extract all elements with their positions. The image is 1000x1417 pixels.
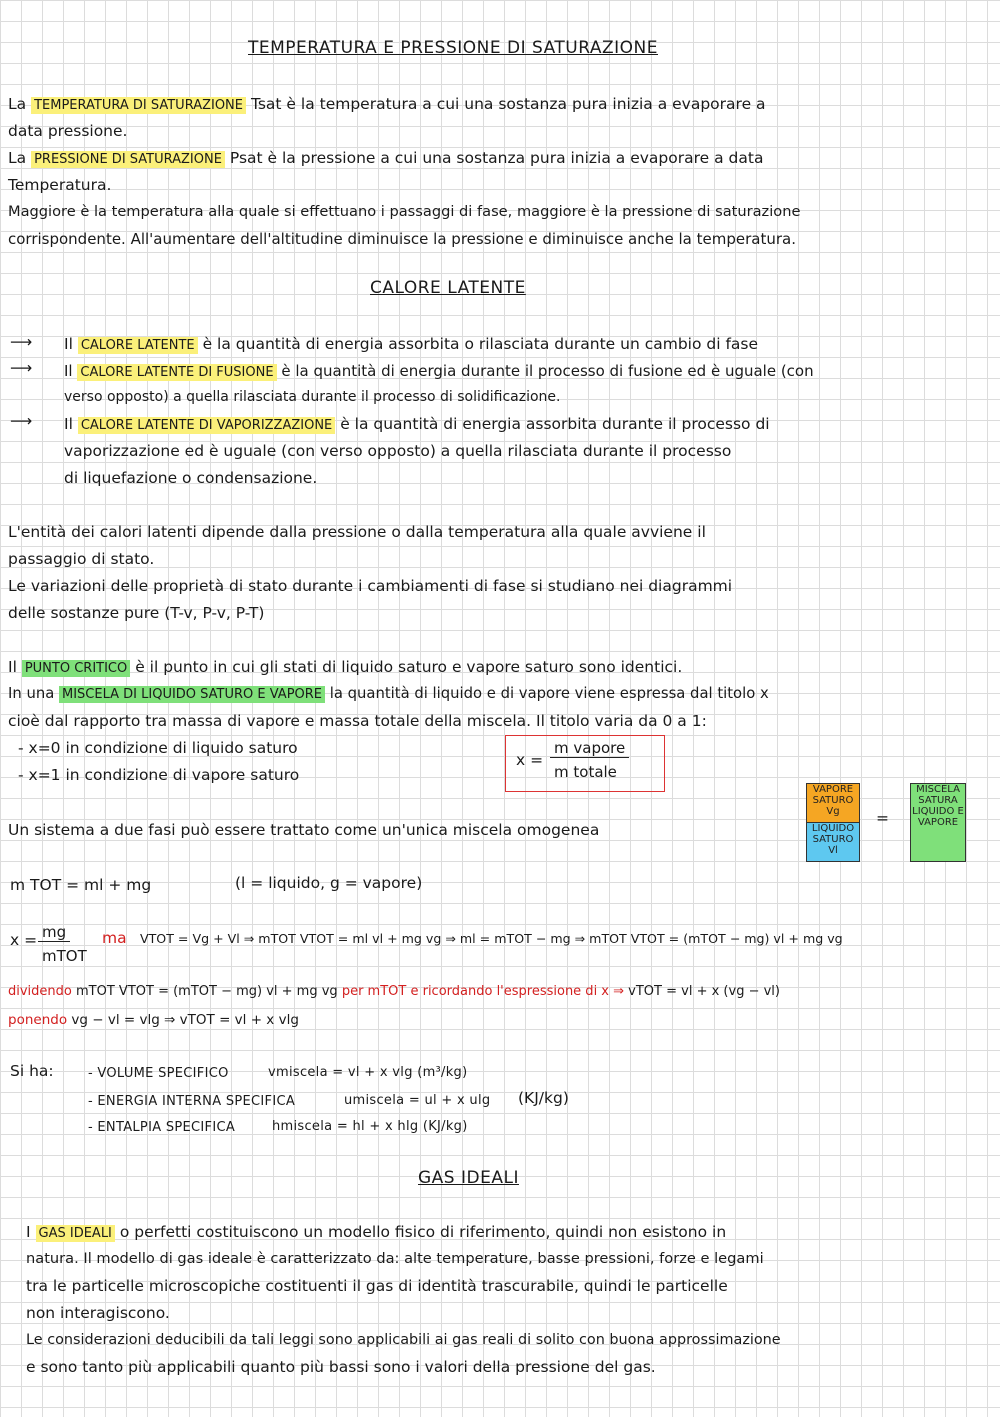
red-note: ma bbox=[102, 929, 127, 947]
paragraph-line: corrispondente. All'aumentare dell'altitudine diminuisce la pressione e diminuisce anche la temperatura. bbox=[8, 230, 796, 248]
paragraph-line: L'entità dei calori latenti dipende dalla pressione o dalla temperatura alla quale avviene il bbox=[8, 523, 706, 541]
equation-line: dividendo mTOT VTOT = (mTOT − mg) vl + mg vg per mTOT e ricordando l'espressione di x ⇒ vTOT = vl + x (vg − vl) bbox=[8, 984, 780, 999]
property-formula: vmiscela = vl + x vlg (m³/kg) bbox=[268, 1065, 468, 1080]
list-item: - x=1 in condizione di vapore saturo bbox=[18, 766, 300, 784]
property-label: - ENERGIA INTERNA SPECIFICA bbox=[88, 1094, 296, 1109]
section-title-ideal-gas: GAS IDEALI bbox=[418, 1168, 519, 1188]
list-intro: Si ha: bbox=[10, 1062, 54, 1080]
paragraph-line: tra le particelle microscopiche costituenti il gas di identità trascurabile, quindi le particelle bbox=[26, 1277, 728, 1295]
equals-sign: = bbox=[876, 809, 889, 827]
property-unit: (KJ/kg) bbox=[518, 1089, 569, 1107]
equation-fraction bbox=[38, 923, 88, 971]
paragraph-line: delle sostanze pure (T-v, P-v, P-T) bbox=[8, 604, 265, 622]
equation-lhs: x = bbox=[10, 931, 38, 949]
arrow-icon: ⟶ bbox=[10, 359, 33, 377]
fraction-numerator: mg bbox=[38, 923, 70, 942]
saturated-mixture-cell: MISCELA SATURA LIQUIDO E VAPORE bbox=[910, 783, 966, 862]
paragraph-line: natura. Il modello di gas ideale è caratterizzato da: alte temperature, basse pressioni, forze e legami bbox=[26, 1250, 764, 1267]
highlight-term: CALORE LATENTE DI VAPORIZZAZIONE bbox=[78, 417, 335, 434]
paragraph-line: passaggio di stato. bbox=[8, 550, 155, 568]
arrow-icon: ⟶ bbox=[10, 412, 33, 430]
highlight-term: CALORE LATENTE bbox=[78, 337, 198, 354]
paragraph-line: Il PUNTO CRITICO è il punto in cui gli stati di liquido saturo e vapore saturo sono identici. bbox=[8, 658, 683, 676]
equation-note: (l = liquido, g = vapore) bbox=[235, 874, 423, 892]
property-formula: umiscela = ul + x ulg bbox=[344, 1093, 491, 1108]
equation-line: VTOT = Vg + Vl ⇒ mTOT VTOT = ml vl + mg vg ⇒ ml = mTOT − mg ⇒ mTOT VTOT = (mTOT − mg) vl + mg vg bbox=[140, 931, 843, 946]
paragraph-line: In una MISCELA DI LIQUIDO SATURO E VAPORE la quantità di liquido e di vapore viene espressa dal titolo x bbox=[8, 685, 769, 702]
bullet-line: Il CALORE LATENTE DI VAPORIZZAZIONE è la quantità di energia assorbita durante il processo di bbox=[64, 415, 770, 433]
paragraph-line: non interagiscono. bbox=[26, 1304, 170, 1322]
paragraph-line: La PRESSIONE DI SATURAZIONE Psat è la pressione a cui una sostanza pura inizia a evaporare a data bbox=[8, 149, 764, 167]
section-title-latent-heat: CALORE LATENTE bbox=[370, 278, 526, 298]
liquid-saturated-cell: LIQUIDO SATURO Vl bbox=[806, 822, 860, 862]
property-label: - ENTALPIA SPECIFICA bbox=[88, 1120, 236, 1135]
equation-line: m TOT = ml + mg bbox=[10, 876, 152, 894]
property-label: - VOLUME SPECIFICO bbox=[88, 1066, 229, 1081]
vapor-saturated-cell: VAPORE SATURO Vg bbox=[806, 783, 860, 823]
paragraph-line: cioè dal rapporto tra massa di vapore e massa totale della miscela. Il titolo varia da 0 a 1: bbox=[8, 712, 707, 730]
paragraph-line: Le considerazioni deducibili da tali leggi sono applicabili ai gas reali di solito con buona approssimazione bbox=[26, 1332, 781, 1348]
bullet-line: Il CALORE LATENTE DI FUSIONE è la quantità di energia durante il processo di fusione ed è uguale (con bbox=[64, 362, 814, 380]
equation-line: ponendo vg − vl = vlg ⇒ vTOT = vl + x vlg bbox=[8, 1012, 299, 1028]
formula-lhs: x = bbox=[516, 751, 544, 769]
paragraph-line: Le variazioni delle proprietà di stato durante i cambiamenti di fase si studiano nei diagrammi bbox=[8, 577, 733, 595]
paragraph-line: Temperatura. bbox=[8, 176, 112, 194]
paragraph-line: Maggiore è la temperatura alla quale si effettuano i passaggi di fase, maggiore è la pressione di saturazione bbox=[8, 203, 801, 220]
arrow-icon: ⟶ bbox=[10, 333, 33, 351]
highlight-term: PUNTO CRITICO bbox=[22, 660, 130, 677]
highlight-term: CALORE LATENTE DI FUSIONE bbox=[77, 364, 276, 381]
bullet-line: di liquefazione o condensazione. bbox=[64, 469, 318, 487]
paragraph-line: I GAS IDEALI o perfetti costituiscono un modello fisico di riferimento, quindi non esistono in bbox=[26, 1223, 727, 1241]
highlight-term: MISCELA DI LIQUIDO SATURO E VAPORE bbox=[59, 686, 325, 703]
fraction-denominator: mTOT bbox=[42, 947, 87, 965]
bullet-line: verso opposto) a quella rilasciata durante il processo di solidificazione. bbox=[64, 389, 561, 405]
fraction-numerator: m vapore bbox=[550, 739, 629, 758]
formula-fraction bbox=[550, 739, 660, 787]
highlight-term: GAS IDEALI bbox=[36, 1225, 115, 1242]
section-title-saturation: TEMPERATURA E PRESSIONE DI SATURAZIONE bbox=[248, 38, 658, 58]
highlight-term: PRESSIONE DI SATURAZIONE bbox=[31, 151, 225, 168]
highlight-term: TEMPERATURA DI SATURAZIONE bbox=[31, 97, 246, 114]
fraction-denominator: m totale bbox=[554, 763, 617, 781]
bullet-line: vaporizzazione ed è uguale (con verso opposto) a quella rilasciata durante il processo bbox=[64, 442, 732, 460]
property-formula: hmiscela = hl + x hlg (KJ/kg) bbox=[272, 1119, 468, 1134]
paragraph-line: e sono tanto più applicabili quanto più bassi sono i valori della pressione del gas. bbox=[26, 1358, 656, 1376]
paragraph-line: Un sistema a due fasi può essere trattato come un'unica miscela omogenea bbox=[8, 821, 600, 839]
paragraph-line: La TEMPERATURA DI SATURAZIONE Tsat è la temperatura a cui una sostanza pura inizia a evaporare a bbox=[8, 95, 766, 113]
list-item: - x=0 in condizione di liquido saturo bbox=[18, 739, 298, 757]
bullet-line: Il CALORE LATENTE è la quantità di energia assorbita o rilasciata durante un cambio di fase bbox=[64, 335, 759, 353]
paragraph-line: data pressione. bbox=[8, 122, 128, 140]
